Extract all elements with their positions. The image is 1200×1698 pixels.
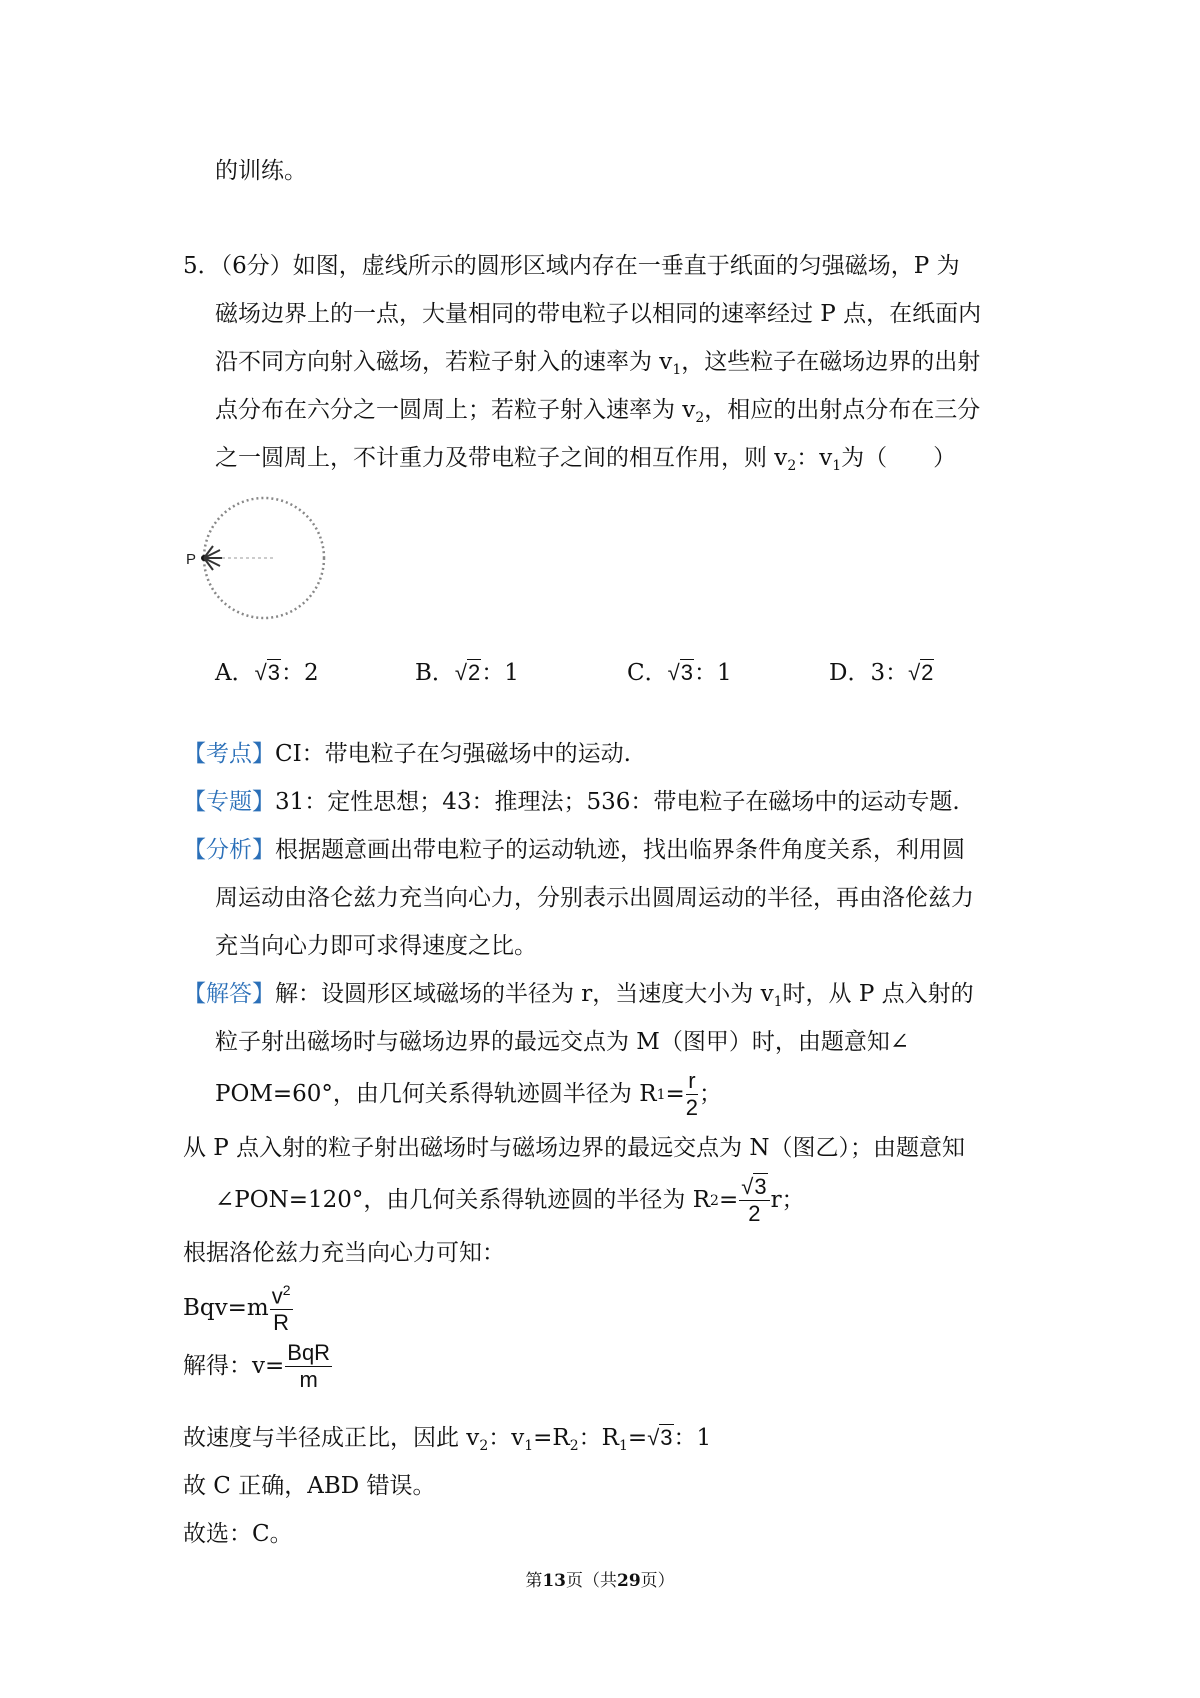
zhuanti-tag: 【专题】 (183, 789, 275, 815)
fraction-sqrt3-over-2: $\frac{√3}{2}$ (739, 1176, 769, 1225)
question-line-2: 磁场边界上的一点，大量相同的带电粒子以相同的速率经过 P 点，在纸面内 (215, 301, 982, 327)
jieda-line-5: ∠PON=120°，由几何关系得轨迹圆的半径为 R 2 = $\frac{√3}{2}$ r； (215, 1174, 805, 1226)
jieda-tag: 【解答】 (183, 981, 275, 1007)
fenxi-line-2: 周运动由洛仑兹力充当向心力，分别表示出圆周运动的半径，再由洛伦兹力 (215, 885, 974, 911)
kaodian-tag: 【考点】 (183, 741, 275, 767)
kaodian: 【考点】CI：带电粒子在匀强磁场中的运动. (183, 741, 631, 767)
question-line-5: 之一圆周上，不计重力及带电粒子之间的相互作用，则 $v_2$：$v_1$为（ ） (215, 445, 957, 474)
question-line-1 (183, 255, 960, 278)
jieda-line-2: 粒子射出磁场时与磁场边界的最远交点为 M（图甲）时，由题意知∠ (215, 1029, 910, 1055)
particle-arrows-icon (204, 546, 222, 570)
intro-tail: 的训练。 (215, 158, 307, 184)
option-a: A．√3：2 (215, 660, 319, 686)
figure-label-p: P (186, 551, 197, 568)
fenxi-line-3: 充当向心力即可求得速度之比。 (215, 933, 537, 959)
jieda-line-3: POM=60°，由几何关系得轨迹圆半径为 R 1 = $\frac{r}{2}$ ； (215, 1068, 723, 1120)
fenxi-line-1: 【分析】根据题意画出带电粒子的运动轨迹，找出临界条件角度关系，利用圆 (183, 837, 965, 863)
jieda-line-1: 【解答】解：设圆形区域磁场的半径为 r，当速度大小为 $v_1$时，从 P 点入射的 (183, 981, 974, 1010)
jieda-line-11: 故选：C。 (183, 1521, 293, 1547)
option-d: D．3：√2 (829, 660, 934, 686)
fenxi-tag: 【分析】 (183, 837, 275, 863)
question-text: 如图，虚线所示的圆形区域内存在一垂直于纸面的匀强磁场，P 为 (292, 253, 960, 279)
magnetic-field-figure (180, 488, 350, 628)
jieda-line-7: Bqv=m $\frac{v^2}{R}$ (183, 1282, 291, 1336)
zhuanti: 【专题】31：定性思想；43：推理法；536：带电粒子在磁场中的运动专题. (183, 789, 960, 815)
question-score: （6分） (220, 253, 293, 279)
jieda-line-8: 解得：v= $\frac{\text{BqR}}{m}$ (183, 1340, 331, 1392)
question-number: 5． (183, 253, 221, 279)
option-c: C．√3：1 (627, 660, 732, 686)
jieda-line-10: 故 C 正确，ABD 错误。 (183, 1473, 436, 1499)
jieda-line-6: 根据洛伦兹力充当向心力可知： (183, 1240, 505, 1266)
fraction-v2-over-r: $\frac{v^2}{R}$ (271, 1282, 291, 1336)
fraction-bqr-over-m: $\frac{\text{BqR}}{m}$ (287, 1340, 331, 1392)
question-line-4: 点分布在六分之一圆周上；若粒子射入速率为 $v_2$，相应的出射点分布在三分 (215, 397, 981, 426)
page-footer: 第13页（共29页） (525, 1571, 675, 1591)
question-line-3: 沿不同方向射入磁场，若粒子射入的速率为 $v_1$，这些粒子在磁场边界的出射 (215, 349, 981, 378)
option-b: B．√2：1 (415, 660, 519, 686)
jieda-line-4: 从 P 点入射的粒子射出磁场时与磁场边界的最远交点为 N（图乙）；由题意知 (183, 1135, 966, 1161)
fraction-r-over-2: $\frac{r}{2}$ (685, 1068, 699, 1120)
jieda-line-9: 故速度与半径成正比，因此 $v_2$：$v_1=R_2$：$R_1=√3$：1 (183, 1425, 712, 1454)
